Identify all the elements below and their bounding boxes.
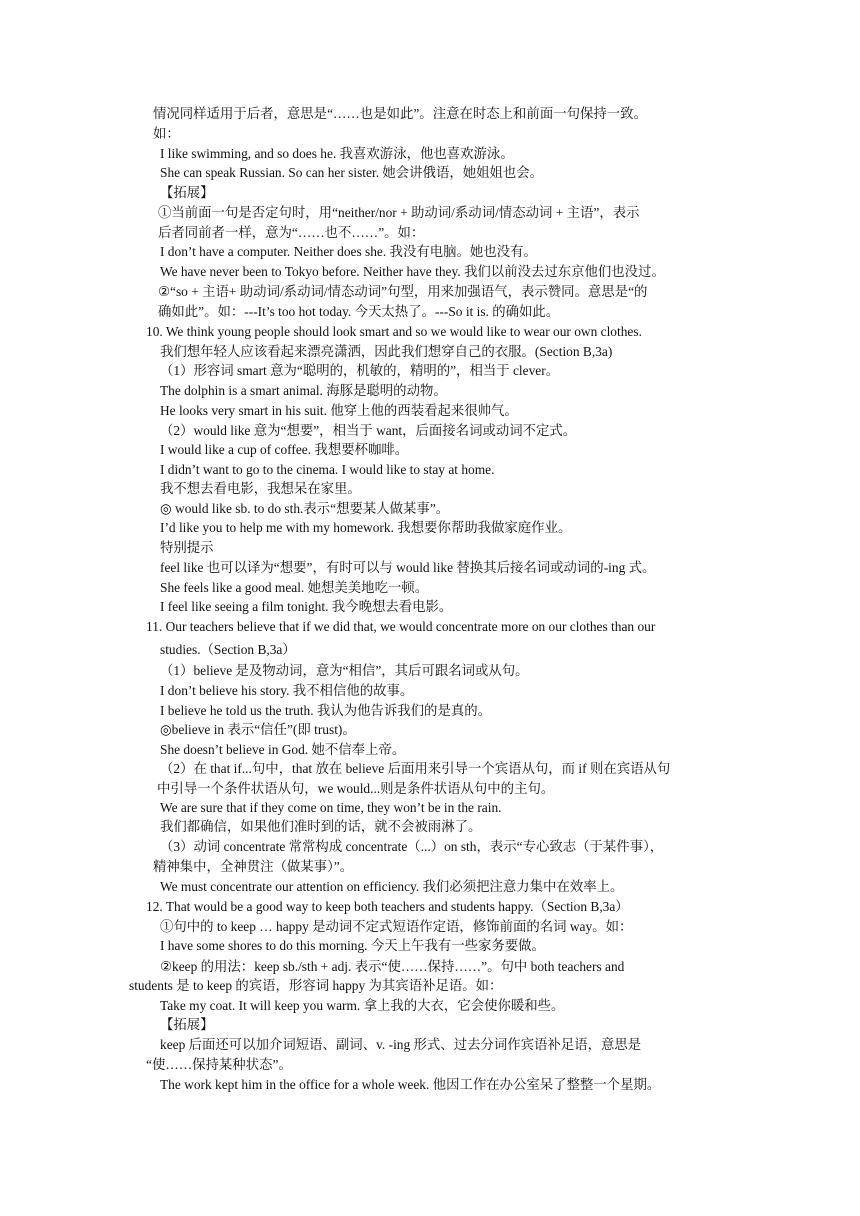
text-line: 我不想去看电影，我想呆在家里。	[160, 481, 361, 496]
text-line: ◎ would like sb. to do sth.表示“想要某人做某事”。	[160, 501, 450, 516]
text-line: ①当前面一句是否定句时，用“neither/nor + 助动词/系动词/情态动词 + 主语”，表示	[158, 205, 640, 220]
text-line: I don’t have a computer. Neither does she. 我没有电脑。她也没有。	[160, 244, 537, 259]
text-line: I feel like seeing a film tonight. 我今晚想去看电影。	[160, 599, 453, 614]
text-line: 确如此”。如：---It’s too hot today. 今天太热了。---So it is. 的确如此。	[158, 304, 560, 319]
text-line: ②keep 的用法：keep sb./sth + adj. 表示“使……保持……”。句中 both teachers and	[160, 959, 625, 974]
text-line: 中引导一个条件状语从句，we would...则是条件状语从句中的主句。	[157, 781, 555, 796]
text-line: （2）would like 意为“想要”，相当于 want，后面接名词或动词不定式。	[160, 423, 577, 438]
text-line: I’d like you to help me with my homework. 我想要你帮助我做家庭作业。	[160, 520, 572, 535]
text-line: studies.（Section B,3a）	[160, 642, 296, 657]
text-line: We are sure that if they come on time, they won’t be in the rain.	[160, 800, 502, 815]
text-line: keep 后面还可以加介词短语、副词、v. -ing 形式、过去分词作宾语补足语，意思是	[160, 1037, 642, 1052]
text-line: 后者同前者一样，意为“……也不……”。如：	[158, 225, 425, 240]
text-line: 10. We think young people should look smart and so we would like to wear our own clothes.	[146, 324, 642, 339]
text-line: I don’t believe his story. 我不相信他的故事。	[160, 683, 414, 698]
text-line: I believe he told us the truth. 我认为他告诉我们的是真的。	[160, 703, 492, 718]
text-line: ◎believe in 表示“信任”(即 trust)。	[160, 722, 356, 737]
text-line: She doesn’t believe in God. 她不信奉上帝。	[160, 742, 406, 757]
text-line: I have some shores to do this morning. 今天上午我有一些家务要做。	[160, 938, 545, 953]
text-line: Take my coat. It will keep you warm. 拿上我的大衣，它会使你暖和些。	[160, 998, 565, 1013]
text-line: She can speak Russian. So can her sister. 她会讲俄语，她姐姐也会。	[160, 165, 544, 180]
text-line: We must concentrate our attention on efficiency. 我们必须把注意力集中在效率上。	[160, 879, 624, 894]
text-line: 我们都确信，如果他们准时到的话，就不会被雨淋了。	[160, 819, 482, 834]
text-line: （1）形容词 smart 意为“聪明的，机敏的，精明的”，相当于 clever。	[160, 363, 560, 378]
text-line: （3）动词 concentrate 常常构成 concentrate（...）on sth，表示“专心致志（于某件事），	[160, 839, 664, 854]
text-line: 11. Our teachers believe that if we did that, we would concentrate more on our clothes than our	[146, 619, 656, 634]
text-line: 特别提示	[160, 540, 214, 555]
text-line: 【拓展】	[160, 185, 214, 200]
text-line: He looks very smart in his suit. 他穿上他的西装看起来很帅气。	[160, 403, 518, 418]
text-line: 12. That would be a good way to keep both teachers and students happy.（Section B,3a）	[146, 899, 629, 914]
text-line: The work kept him in the office for a whole week. 他因工作在办公室呆了整整一个星期。	[160, 1077, 661, 1092]
text-line: I like swimming, and so does he. 我喜欢游泳，他也喜欢游泳。	[160, 146, 514, 161]
text-line: 精神集中，全神贯注（做某事）”。	[153, 859, 354, 874]
text-line: 情况同样适用于后者，意思是“……也是如此”。注意在时态上和前面一句保持一致。	[153, 106, 647, 121]
text-line: ①句中的 to keep … happy 是动词不定式短语作定语，修饰前面的名词 way。如：	[160, 919, 633, 934]
text-line: 如：	[153, 126, 180, 141]
text-line: students 是 to keep 的宾语，形容词 happy 为其宾语补足语。如：	[129, 978, 503, 993]
text-line: ②“so + 主语+ 助动词/系动词/情态动词”句型，用来加强语气，表示赞同。意思是“的	[158, 284, 648, 299]
text-line: We have never been to Tokyo before. Neither have they. 我们以前没去过东京他们也没过。	[160, 264, 665, 279]
text-line: （1）believe 是及物动词，意为“相信”，其后可跟名词或从句。	[160, 663, 529, 678]
text-line: I didn’t want to go to the cinema. I would like to stay at home.	[160, 462, 495, 477]
text-line: “使……保持某种状态”。	[146, 1057, 292, 1072]
text-line: 我们想年轻人应该看起来漂亮潇洒，因此我们想穿自己的衣服。(Section B,3a)	[160, 344, 613, 359]
text-line: I would like a cup of coffee. 我想要杯咖啡。	[160, 442, 409, 457]
text-line: feel like 也可以译为“想要”，有时可以与 would like 替换其后接名词或动词的-ing 式。	[160, 560, 656, 575]
text-line: 【拓展】	[160, 1017, 214, 1032]
text-line: She feels like a good meal. 她想美美地吃一顿。	[160, 580, 429, 595]
text-line: （2）在 that if...句中，that 放在 believe 后面用来引导一个宾语从句，而 if 则在宾语从句	[160, 761, 671, 776]
text-line: The dolphin is a smart animal. 海豚是聪明的动物。	[160, 383, 447, 398]
